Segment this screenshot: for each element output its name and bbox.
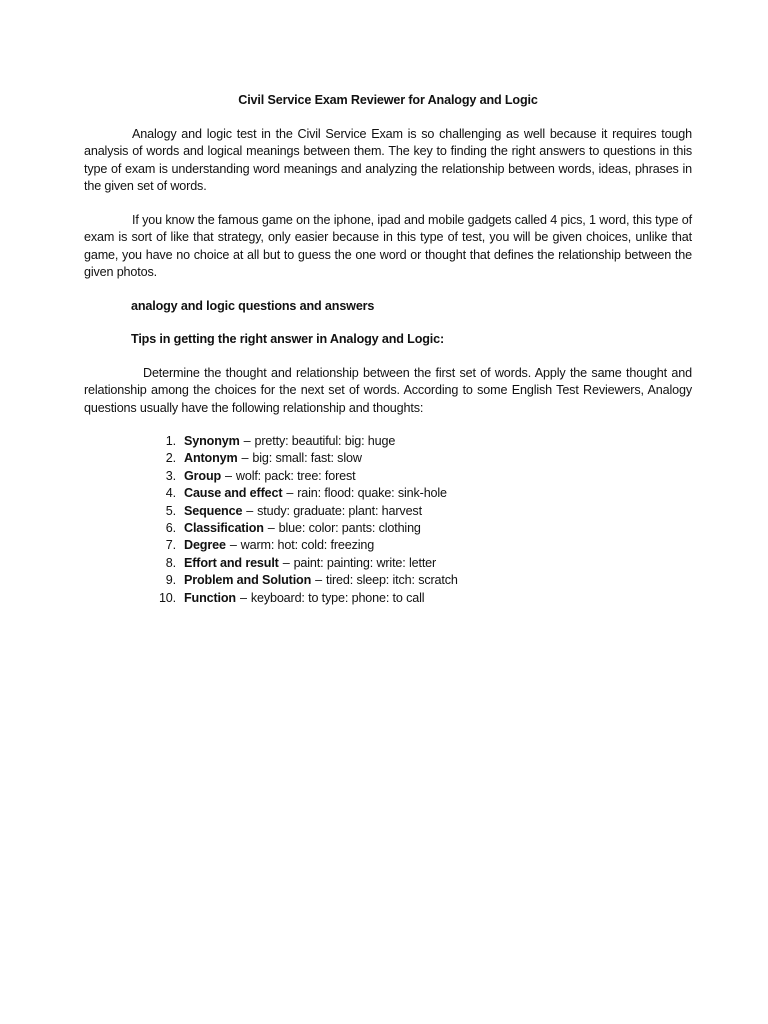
list-item-example: pretty: beautiful: big: huge [254,434,396,448]
list-item-number: 5. [165,503,176,518]
list-item [152,485,692,502]
relationship-list [84,433,692,607]
list-item-dash: – [225,468,232,483]
list-item-term: Effort and result [184,555,279,570]
list-item-example: study: graduate: plant: harvest [257,503,422,518]
list-item-term: Synonym [184,434,240,448]
list-item-number: 10. [158,590,176,605]
list-item-term: Cause and effect [184,486,283,501]
list-item-example: keyboard: to type: phone: to call [250,590,425,605]
list-item-example: blue: color: pants: clothing [278,521,421,536]
list-item-dash: – [282,555,290,570]
list-item-number: 2. [165,451,176,466]
list-item-example: paint: painting: write: letter [293,555,437,570]
list-item-example: big: small: fast: slow [252,451,362,466]
list-item-dash: – [267,521,275,536]
subheading-questions-answers: analogy and logic questions and answers [131,298,375,313]
list-item-example: tired: sleep: itch: scratch [326,573,458,588]
list-item-number: 4. [165,486,176,501]
intro-paragraph: Analogy and logic test in the Civil Service Exam is so challenging as well because it requires tough analysis of words and logical meanings between them. The key to finding the right answers to questions in this type of exam is understanding word meanings and analyzing the relationship between words, ideas, phrases in the given set of words. [84,126,692,193]
list-item-term: Sequence [184,503,243,518]
list-item-example: rain: flood: quake: sink-hole [297,486,447,501]
list-item-number: 7. [165,538,176,553]
list-item-example: warm: hot: cold: freezing [240,538,375,553]
list-item-number: 8. [165,555,176,570]
list-item [152,555,692,572]
list-item-term: Group [184,468,222,483]
list-item-dash: – [229,538,237,553]
list-item-number: 3. [165,468,176,483]
list-item-dash: – [286,486,294,501]
list-item [152,590,692,607]
list-item-dash: – [241,451,249,466]
list-item-term: Antonym [184,451,238,466]
list-item-dash: – [246,503,254,518]
list-item [152,520,692,537]
list-item-example: wolf: pack: tree: forest [235,468,356,483]
list-item-number: 9. [165,573,176,588]
list-item-number: 1. [165,434,176,448]
list-item [152,503,692,520]
game-comparison-paragraph: If you know the famous game on the iphone, ipad and mobile gadgets called 4 pics, 1 word, this type of exam is sort of like that strategy, only easier because in this type of test, you will be given choices, unlike that game, you have no choice at all but to guess the one word or thought that defines the relationship between the given photos. [84,212,692,279]
tips-paragraph: Determine the thought and relationship between the first set of words. Apply the same thought and relationship among the choices for the next set of words. According to some English Test Reviewers, Analogy questions usually have the following relationship and thoughts: [84,365,692,415]
list-item-dash: – [243,434,251,448]
list-item-number: 6. [165,521,176,536]
list-item [152,468,692,485]
page-title: Civil Service Exam Reviewer for Analogy and Logic [238,93,538,107]
list-item [152,433,692,450]
list-item-term: Degree [184,538,226,553]
list-item-term: Classification [184,521,264,536]
list-item [152,572,692,589]
list-item [152,537,692,554]
subheading-tips: Tips in getting the right answer in Analogy and Logic: [131,332,445,346]
list-item-dash: – [315,573,322,588]
list-item-dash: – [239,590,247,605]
document-body [84,92,692,607]
list-item-term: Function [184,590,236,605]
list-item-term: Problem and Solution [184,573,312,588]
list-item [152,450,692,467]
